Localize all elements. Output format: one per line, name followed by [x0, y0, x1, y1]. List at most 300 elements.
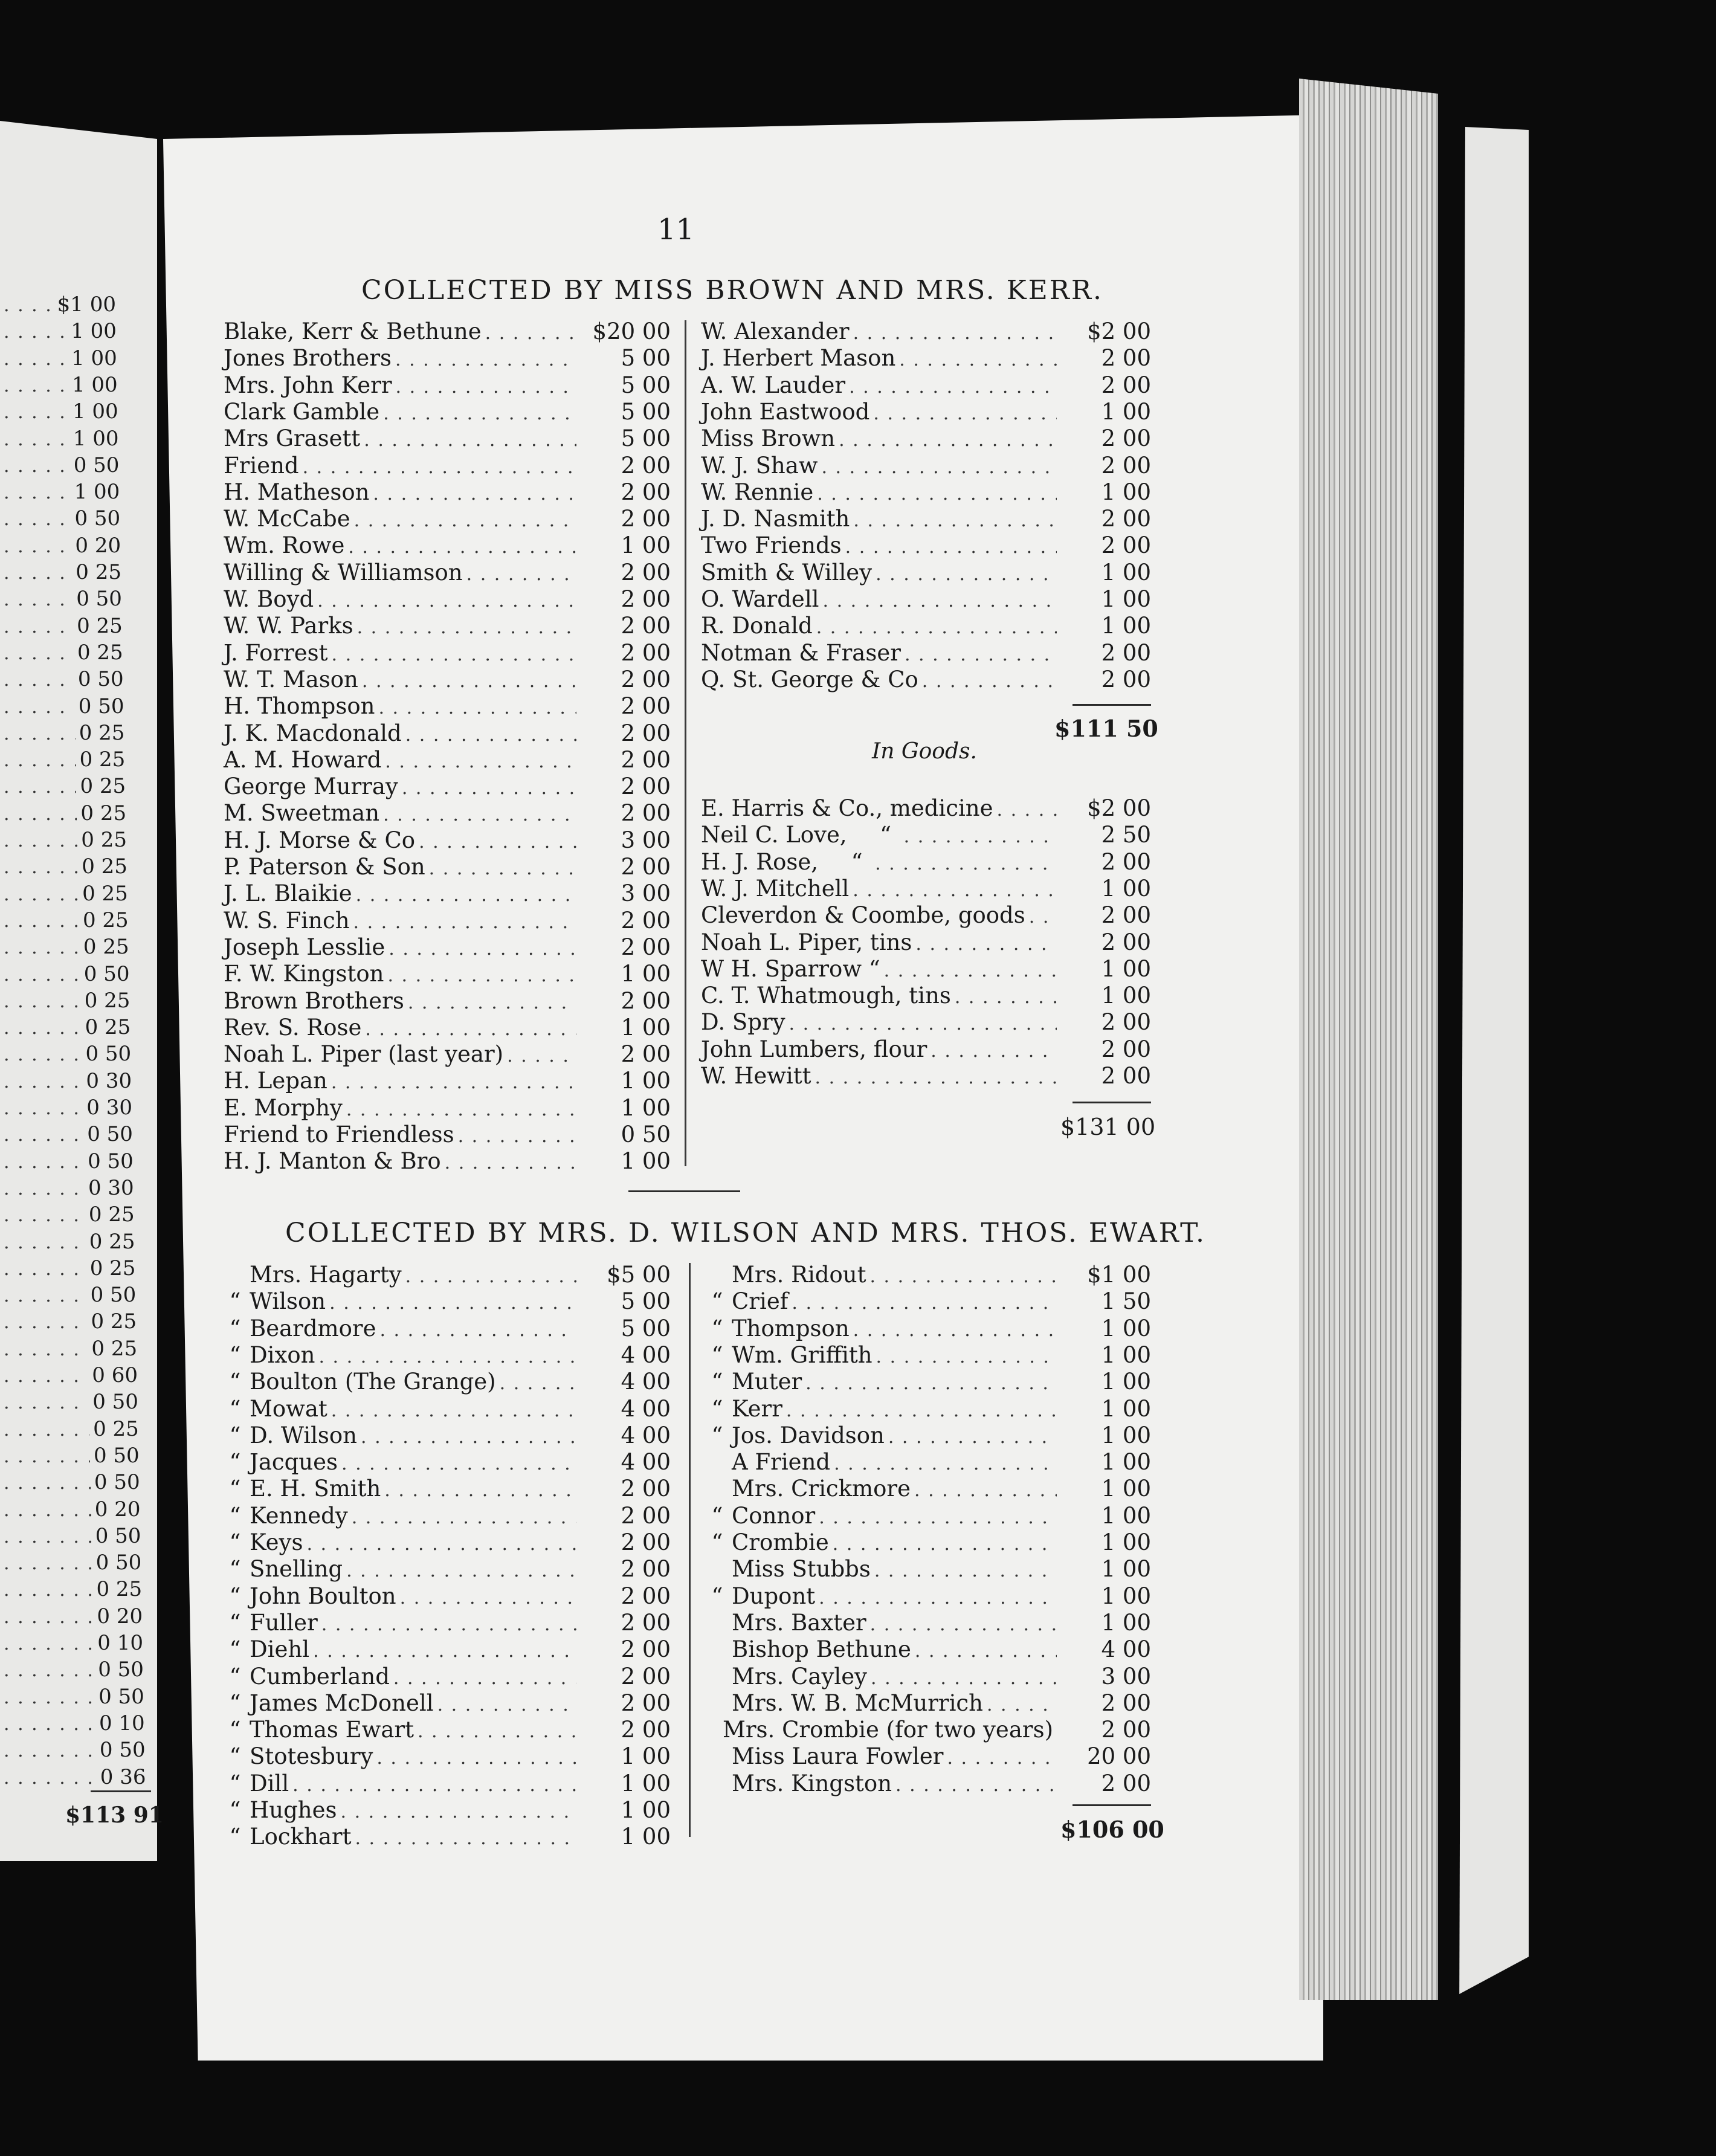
ditto-mark: “: [229, 1636, 241, 1663]
entry-name: D. Wilson: [250, 1422, 358, 1448]
entry-amount: 4 00: [1101, 1636, 1151, 1663]
list-item: [221, 1342, 671, 1369]
entry-name: Cleverdon & Coombe, goods: [701, 902, 1025, 929]
leader-dots: [853, 1317, 1057, 1344]
list-item: [0, 880, 128, 907]
leader-dots: [839, 427, 1057, 454]
ditto-mark: “: [229, 1449, 241, 1476]
list-item: [221, 1583, 671, 1610]
entry-amount: 1 00: [1101, 1609, 1151, 1636]
leader-dots: [4, 1069, 82, 1096]
entry-amount: 2 00: [1101, 902, 1151, 929]
entry-amount: 2 00: [621, 1636, 671, 1663]
leader-dots: [303, 454, 576, 481]
list-item: [703, 1503, 1151, 1529]
section2-total-rule: [1072, 1804, 1151, 1806]
entry-amount: 2 00: [1101, 1690, 1151, 1716]
entry-amount: 1 00: [621, 961, 671, 987]
entry-amount: 4 00: [621, 1395, 671, 1422]
list-item: [0, 1014, 131, 1041]
leader-dots: [845, 534, 1057, 561]
entry-name: James McDonell: [250, 1690, 434, 1716]
entry-amount: 2 00: [621, 666, 671, 692]
list-item: [0, 1175, 134, 1201]
ditto-mark: “: [229, 1663, 241, 1690]
list-item: [224, 1015, 671, 1041]
entry-amount: 0 50: [92, 1390, 138, 1415]
list-item: [0, 1656, 144, 1683]
entry-amount: 0 25: [89, 1229, 135, 1254]
leader-dots: [402, 775, 576, 802]
entry-amount: 1 00: [1101, 1422, 1151, 1448]
entry-amount: 1 00: [621, 532, 671, 559]
entry-amount: 2 00: [621, 1529, 671, 1555]
list-item: [0, 479, 120, 505]
leader-dots: [4, 453, 70, 480]
entry-amount: 4 00: [621, 1369, 671, 1395]
leader-dots: [871, 1665, 1057, 1692]
list-item: [221, 1288, 671, 1315]
leader-dots: [405, 1264, 576, 1290]
leader-dots: [4, 1256, 86, 1283]
entry-name: John Boulton: [250, 1583, 396, 1609]
ditto-mark: “: [711, 1315, 723, 1341]
entry-amount: 2 00: [621, 987, 671, 1014]
list-item: [224, 934, 671, 961]
entry-amount: 0 50: [87, 1122, 133, 1147]
ditto-mark: “: [711, 1502, 723, 1529]
list-item: [701, 640, 1151, 666]
leader-dots: [888, 1424, 1057, 1451]
list-item: [701, 1063, 1151, 1089]
entry-name: Neil C. Love,: [701, 822, 847, 848]
list-item: [221, 1503, 671, 1529]
leader-dots: [362, 668, 576, 695]
list-item: [221, 1717, 671, 1743]
list-item: [701, 345, 1151, 372]
entry-amount: 1 00: [71, 319, 117, 344]
list-item: [224, 479, 671, 506]
entry-amount: 5 00: [621, 372, 671, 398]
leader-dots: [4, 534, 71, 560]
entry-amount: 2 00: [621, 693, 671, 720]
ditto-mark: “: [229, 1797, 241, 1823]
leader-dots: [4, 1230, 86, 1256]
entry-amount: 1 00: [1101, 983, 1151, 1009]
list-item: [0, 853, 127, 880]
leader-dots: [876, 1344, 1057, 1370]
entry-amount: 0 25: [91, 1309, 137, 1334]
section1-column-divider: [685, 320, 686, 1166]
entry-amount: 0 50: [77, 667, 124, 692]
list-item: [221, 1396, 671, 1422]
list-item: [0, 907, 129, 934]
leader-dots: [365, 1016, 576, 1043]
leader-dots: [4, 1202, 85, 1229]
list-item: [221, 1824, 671, 1850]
entry-amount: 0 25: [79, 747, 126, 772]
leader-dots: [4, 1363, 88, 1390]
section2-title: COLLECTED BY MRS. D. WILSON AND MRS. THOS. EWART.: [285, 1218, 1206, 1248]
leader-dots: [1029, 904, 1057, 931]
entry-name: Mowat: [250, 1395, 327, 1422]
entry-amount: 1 00: [621, 1094, 671, 1121]
list-item: [0, 1308, 137, 1335]
entry-name: W. Boyd: [224, 586, 314, 612]
list-item: [0, 1442, 140, 1469]
entry-name: Joseph Lesslie: [224, 934, 385, 960]
list-item: [701, 1036, 1151, 1063]
entry-name: Hughes: [250, 1797, 337, 1823]
entry-amount: $2 00: [1087, 318, 1151, 344]
leader-dots: [318, 1344, 576, 1370]
section1-total-rule: [1072, 1102, 1151, 1103]
page-edges: [1299, 79, 1438, 2000]
entry-name: Miss Stubbs: [732, 1556, 871, 1583]
leader-dots: [4, 962, 80, 989]
entry-amount: 4 00: [621, 1341, 671, 1368]
ditto-mark: “: [711, 1395, 723, 1422]
leader-dots: [4, 1497, 91, 1524]
leader-dots: [834, 1451, 1057, 1477]
list-item: [0, 693, 124, 720]
entry-amount: 1 00: [71, 372, 118, 397]
entry-amount: 1 00: [1101, 1341, 1151, 1368]
list-item: [0, 1496, 141, 1523]
entry-amount: 1 00: [1101, 1315, 1151, 1341]
entry-amount: 0 30: [86, 1068, 132, 1093]
list-item: [224, 1148, 671, 1175]
leader-dots: [364, 427, 576, 454]
entry-name: Notman & Fraser: [701, 639, 901, 666]
leader-dots: [922, 668, 1057, 695]
entry-amount: 0 10: [97, 1631, 143, 1655]
leader-dots: [379, 1317, 576, 1344]
entry-name: Beardmore: [250, 1315, 376, 1341]
entry-name: Mrs. Hagarty: [250, 1262, 402, 1288]
leader-dots: [853, 508, 1057, 534]
entry-name: J. D. Nasmith: [701, 506, 850, 532]
list-item: [0, 1389, 138, 1415]
ditto-mark: “: [229, 1824, 241, 1850]
entry-amount: 0 20: [97, 1604, 143, 1628]
leader-dots: [904, 824, 1057, 850]
ditto-mark: “: [229, 1502, 241, 1529]
list-item: [0, 318, 117, 344]
entry-name: Dupont: [732, 1583, 816, 1609]
leader-dots: [4, 1738, 96, 1764]
leader-dots: [331, 1398, 576, 1424]
list-item: [701, 399, 1151, 425]
list-item: [221, 1690, 671, 1717]
leader-dots: [355, 1825, 576, 1852]
entry-name: Lockhart: [250, 1824, 352, 1850]
entry-amount: 0 25: [84, 988, 131, 1013]
list-item: [703, 1262, 1151, 1288]
leader-dots: [507, 1043, 576, 1070]
entry-name: Fuller: [250, 1609, 318, 1636]
list-item: [224, 345, 671, 372]
entry-name: Mrs. Ridout: [732, 1262, 866, 1288]
leader-dots: [4, 694, 75, 721]
entry-name: Noah L. Piper (last year): [224, 1041, 504, 1068]
entry-amount: 0 50: [95, 1523, 141, 1548]
leader-dots: [332, 642, 576, 668]
entry-amount: 2 00: [621, 746, 671, 773]
leader-dots: [4, 1042, 82, 1068]
entry-name: J. L. Blaikie: [224, 880, 352, 907]
list-item: [224, 666, 671, 693]
entry-amount: 2 00: [621, 1583, 671, 1609]
entry-amount: 0 25: [80, 801, 127, 825]
leader-dots: [4, 1015, 82, 1042]
list-item: [0, 1228, 135, 1255]
leader-dots: [4, 989, 81, 1015]
leader-dots: [341, 1451, 576, 1477]
entry-amount: 2 00: [621, 1041, 671, 1068]
list-item: [703, 1717, 1151, 1743]
leader-dots: [4, 908, 79, 935]
list-item: [0, 1255, 135, 1282]
entry-name: H. J. Rose,: [701, 848, 819, 875]
leader-dots: [418, 1719, 576, 1745]
section1-total: $131 00: [1060, 1114, 1156, 1140]
list-item: [221, 1449, 671, 1476]
list-item: [0, 666, 124, 692]
entry-name: W. McCabe: [224, 506, 350, 532]
list-item: [0, 345, 117, 372]
leader-dots: [905, 642, 1057, 668]
entry-amount: 2 00: [621, 1502, 671, 1529]
entry-amount: 0 25: [82, 908, 129, 932]
entry-name: H. J. Morse & Co: [224, 827, 416, 853]
entry-amount: 0 25: [82, 881, 128, 906]
entry-amount: 0 60: [92, 1363, 138, 1387]
leader-dots: [853, 877, 1057, 904]
leader-dots: [4, 1096, 83, 1122]
entry-amount: 0 25: [77, 613, 123, 638]
leader-dots: [815, 1065, 1057, 1091]
entry-amount: 1 00: [73, 426, 119, 451]
entry-amount: 2 00: [1101, 1770, 1151, 1796]
entry-name: W. T. Mason: [224, 666, 358, 692]
leader-dots: [4, 1711, 95, 1738]
list-item: [701, 983, 1151, 1009]
leader-dots: [931, 1038, 1057, 1065]
entry-name: J. Herbert Mason: [701, 345, 896, 372]
leader-dots: [4, 587, 73, 613]
entry-amount: 1 50: [1101, 1288, 1151, 1315]
entry-amount: 2 00: [621, 506, 671, 532]
entry-amount: 0 50: [76, 587, 122, 612]
leader-dots: [4, 747, 76, 774]
leader-dots: [4, 1283, 87, 1309]
entry-amount: 3 00: [1101, 1663, 1151, 1690]
list-item: [701, 372, 1151, 399]
entry-name: Mrs. W. B. McMurrich: [732, 1690, 983, 1716]
entry-name: Brown Brothers: [224, 987, 404, 1014]
entry-amount: 1 00: [1101, 1502, 1151, 1529]
leader-dots: [819, 1505, 1057, 1531]
leader-dots: [396, 374, 576, 401]
list-item: [224, 318, 671, 345]
entry-amount: 20 00: [1087, 1743, 1151, 1770]
leader-dots: [485, 320, 576, 347]
entry-amount: 0 50: [90, 1283, 137, 1308]
entry-name: E. Harris & Co., medicine: [701, 795, 993, 821]
entry-name: Wilson: [250, 1288, 326, 1315]
entry-name: P. Paterson & Son: [224, 854, 425, 880]
list-item: [221, 1743, 671, 1770]
ditto-mark: “: [229, 1369, 241, 1395]
list-item: [224, 453, 671, 479]
leader-dots: [915, 931, 1057, 958]
entry-amount: 2 00: [621, 854, 671, 880]
list-item: [224, 399, 671, 425]
entry-amount: 0 25: [80, 774, 126, 799]
entry-amount: 2 00: [621, 800, 671, 827]
entry-name: Blake, Kerr & Bethune: [224, 318, 482, 344]
leader-dots: [4, 854, 78, 881]
entry-name: H. Thompson: [224, 693, 375, 720]
entry-name: O. Wardell: [701, 586, 819, 612]
entry-name: W. J. Shaw: [701, 452, 818, 479]
entry-amount: 0 10: [98, 1711, 145, 1735]
list-item: [221, 1369, 671, 1395]
entry-amount: 0 20: [75, 533, 121, 558]
leader-dots: [853, 320, 1057, 347]
leader-dots: [875, 851, 1057, 877]
entry-amount: 0 50: [73, 453, 120, 477]
entry-name: Wm. Griffith: [732, 1341, 873, 1368]
leader-dots: [4, 1417, 89, 1444]
entry-name: Mrs. John Kerr: [224, 372, 392, 398]
list-item: [0, 1549, 141, 1576]
leader-dots: [4, 346, 68, 373]
entry-amount: 0 25: [77, 640, 123, 665]
ditto-mark: “: [229, 1395, 241, 1422]
entry-amount: 2 00: [1101, 372, 1151, 398]
entry-name: Crombie: [732, 1529, 829, 1555]
ditto-mark: “: [711, 1369, 723, 1395]
entry-amount: 0 36: [100, 1764, 146, 1789]
entry-name: Kerr: [732, 1395, 782, 1422]
section2-total: $106 00: [1060, 1816, 1164, 1843]
list-item: [221, 1422, 671, 1449]
leader-dots: [4, 319, 67, 346]
entry-amount: 1 00: [1101, 613, 1151, 639]
list-item: [224, 425, 671, 452]
ditto-mark: “: [711, 1341, 723, 1368]
entry-amount: 0 20: [94, 1497, 141, 1522]
entry-name: C. T. Whatmough, tins: [701, 983, 951, 1009]
entry-name: Thompson: [732, 1315, 850, 1341]
entry-name: Friend to Friendless: [224, 1122, 454, 1147]
leader-dots: [789, 1011, 1057, 1038]
leader-dots: [4, 1470, 91, 1497]
list-item: [221, 1664, 671, 1690]
list-item: [224, 854, 671, 880]
entry-name: Dill: [250, 1770, 289, 1796]
entry-amount: 0 25: [82, 854, 127, 879]
list-item: [0, 1148, 134, 1175]
entry-name: W H. Sparrow “: [701, 955, 880, 982]
leader-dots: [354, 508, 576, 534]
entry-name: A. W. Lauder: [701, 372, 846, 398]
leader-dots: [914, 1477, 1057, 1504]
list-item: [701, 318, 1151, 345]
entry-amount: 0 25: [93, 1416, 139, 1441]
left-page-total: $113 91: [65, 1803, 164, 1828]
left-page-total-rule: [91, 1790, 151, 1792]
list-item: [703, 1610, 1151, 1636]
list-item: [0, 1335, 137, 1362]
leader-dots: [876, 561, 1057, 588]
list-item: [703, 1556, 1151, 1583]
leader-dots: [4, 1176, 85, 1202]
leader-dots: [384, 1477, 576, 1504]
entry-amount: 5 00: [621, 398, 671, 425]
list-item: [0, 1362, 138, 1389]
entry-amount: 2 00: [1101, 532, 1151, 559]
back-cover: [1444, 127, 1529, 1994]
list-item: [701, 479, 1151, 506]
list-item: [0, 1603, 143, 1630]
list-item: [224, 640, 671, 666]
entry-amount: 0 50: [85, 1042, 132, 1067]
list-item: [703, 1288, 1151, 1315]
entry-amount: 4 00: [621, 1449, 671, 1476]
list-item: [0, 532, 121, 559]
entry-name: D. Spry: [701, 1009, 785, 1036]
entry-name: Jacques: [250, 1449, 338, 1476]
entry-name: Q. St. George & Co: [701, 666, 918, 692]
leader-dots: [997, 797, 1057, 824]
list-item: [703, 1315, 1151, 1342]
entry-amount: 1 00: [1101, 1369, 1151, 1395]
entry-name: W. Rennie: [701, 479, 814, 505]
list-item: [701, 532, 1151, 559]
entry-amount: 1 00: [74, 480, 120, 505]
leader-dots: [817, 481, 1057, 508]
entry-name: Clark Gamble: [224, 398, 380, 425]
ditto-mark: “: [229, 1609, 241, 1636]
leader-dots: [4, 1524, 92, 1551]
list-item: [0, 1094, 132, 1121]
entry-name: George Murray: [224, 773, 398, 800]
entry-amount: 1 00: [1101, 955, 1151, 982]
entry-amount: 1 00: [621, 1770, 671, 1796]
list-item: [701, 822, 1151, 848]
entry-amount: 5 00: [621, 345, 671, 372]
ditto-mark: “: [229, 1288, 241, 1315]
entry-name: John Lumbers, flour: [701, 1036, 927, 1062]
leader-dots: [4, 1604, 93, 1631]
leader-dots: [466, 561, 576, 588]
list-item: [224, 880, 671, 907]
leader-dots: [306, 1531, 576, 1558]
section1-subtotal: $111 50: [1054, 715, 1158, 742]
list-item: [0, 1282, 136, 1308]
list-item: [0, 1710, 145, 1737]
entry-name: Jos. Davidson: [732, 1422, 885, 1448]
list-item: [701, 453, 1151, 479]
ditto-mark: “: [711, 1422, 723, 1448]
leader-dots: [352, 1505, 576, 1531]
entry-amount: 2 00: [621, 720, 671, 746]
leader-dots: [4, 721, 76, 747]
entry-name: E. H. Smith: [250, 1476, 381, 1502]
